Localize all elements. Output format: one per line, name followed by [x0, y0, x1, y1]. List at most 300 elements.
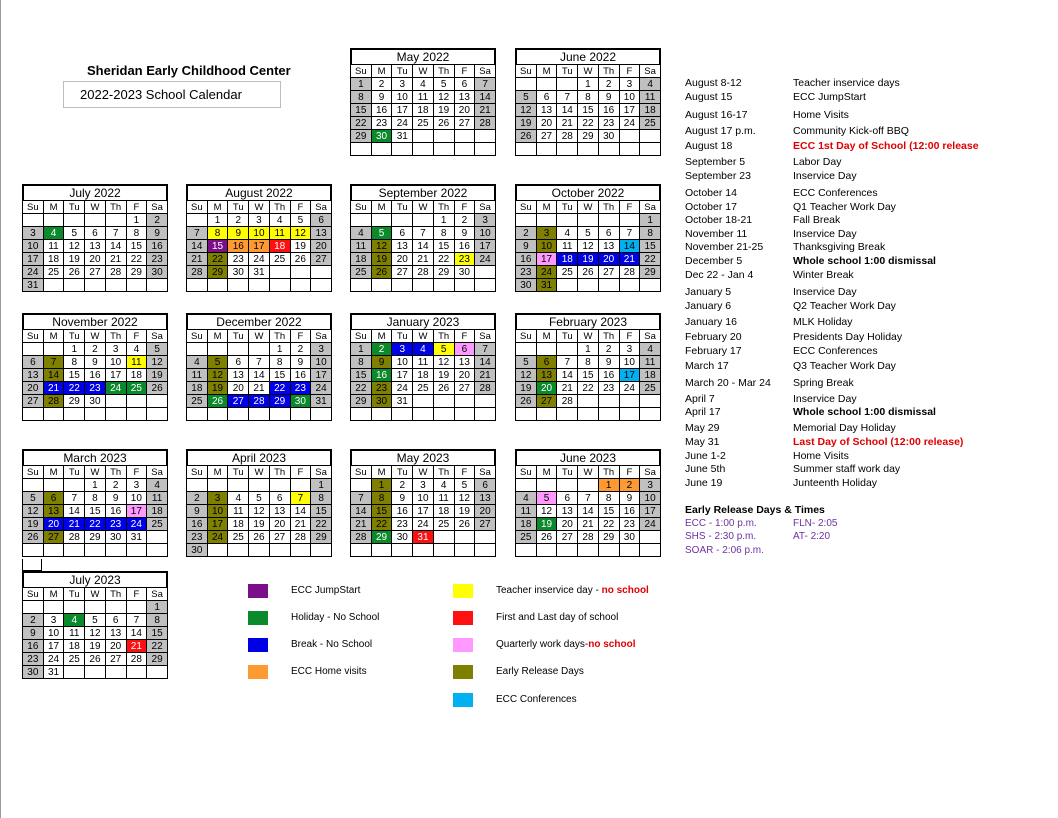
month-calendar [350, 48, 496, 156]
day-cell: 3 [23, 227, 44, 240]
day-cell [290, 479, 311, 492]
day-cell: 2 [147, 214, 168, 227]
day-cell: 5 [23, 492, 44, 505]
week-row [516, 240, 661, 253]
week-row [351, 279, 496, 292]
day-cell: 22 [269, 382, 290, 395]
event-date: August 18 [685, 140, 733, 152]
day-cell: 1 [126, 214, 147, 227]
day-cell: 26 [433, 117, 454, 130]
week-row [516, 369, 661, 382]
weekday-header-row [351, 201, 496, 214]
legend-label [496, 666, 584, 677]
day-cell [454, 408, 475, 421]
day-cell: 18 [126, 369, 147, 382]
day-cell: 30 [290, 395, 311, 408]
weekday-label: Sa [311, 330, 332, 343]
day-cell: 8 [64, 356, 85, 369]
day-cell [619, 395, 640, 408]
day-cell: 29 [269, 395, 290, 408]
event-date: October 18-21 [685, 214, 753, 226]
day-cell: 11 [557, 240, 578, 253]
day-cell: 13 [43, 505, 64, 518]
week-row [351, 91, 496, 104]
day-cell [311, 279, 332, 292]
day-cell: 9 [371, 356, 392, 369]
legend-label-text: First and Last day of school [496, 612, 619, 623]
month-grid [186, 200, 332, 292]
legend-swatch [453, 611, 473, 625]
day-cell: 26 [516, 395, 537, 408]
day-cell: 10 [536, 240, 557, 253]
day-cell: 22 [351, 382, 372, 395]
day-cell: 3 [640, 479, 661, 492]
day-cell: 1 [147, 601, 168, 614]
day-cell [516, 544, 537, 557]
month-title: January 2023 [350, 313, 496, 329]
day-cell: 14 [351, 505, 372, 518]
day-cell: 7 [475, 343, 496, 356]
event-description: Whole school 1:00 dismissal [793, 406, 936, 418]
day-cell: 13 [105, 627, 126, 640]
weekday-label: W [85, 330, 106, 343]
weekday-label: Su [516, 466, 537, 479]
day-cell: 16 [598, 104, 619, 117]
day-cell: 14 [105, 240, 126, 253]
day-cell: 1 [351, 343, 372, 356]
day-cell [207, 343, 228, 356]
day-cell [640, 531, 661, 544]
week-row [351, 253, 496, 266]
event-date: January 5 [685, 286, 732, 298]
day-cell [23, 479, 44, 492]
day-cell: 4 [126, 343, 147, 356]
day-cell: 12 [454, 492, 475, 505]
week-row [23, 531, 168, 544]
day-cell: 10 [392, 91, 413, 104]
day-cell: 7 [290, 492, 311, 505]
day-cell: 26 [249, 531, 270, 544]
day-cell: 23 [187, 531, 208, 544]
weekday-label: W [578, 466, 599, 479]
week-row [516, 130, 661, 143]
weekday-label: Su [23, 330, 44, 343]
week-row [351, 531, 496, 544]
day-cell [290, 408, 311, 421]
legend-swatch [453, 693, 473, 707]
day-cell [85, 279, 106, 292]
day-cell: 17 [392, 369, 413, 382]
day-cell [516, 408, 537, 421]
weekday-label: F [290, 201, 311, 214]
weekday-label: Tu [228, 330, 249, 343]
day-cell: 20 [536, 382, 557, 395]
day-cell: 8 [351, 356, 372, 369]
week-row [187, 531, 332, 544]
day-cell: 11 [64, 627, 85, 640]
week-row [187, 505, 332, 518]
week-row [23, 214, 168, 227]
week-row [187, 408, 332, 421]
legend-swatch [248, 638, 268, 652]
day-cell [228, 408, 249, 421]
day-cell: 28 [578, 531, 599, 544]
day-cell: 15 [351, 104, 372, 117]
day-cell: 21 [413, 253, 434, 266]
day-cell: 23 [371, 382, 392, 395]
day-cell: 25 [228, 531, 249, 544]
day-cell [433, 143, 454, 156]
month-title: October 2022 [515, 184, 661, 200]
day-cell: 27 [311, 253, 332, 266]
weekday-label: Tu [557, 65, 578, 78]
day-cell [475, 408, 496, 421]
day-cell [557, 343, 578, 356]
day-cell: 24 [43, 653, 64, 666]
day-cell [64, 479, 85, 492]
weekday-label: M [371, 466, 392, 479]
month-calendar [22, 313, 168, 421]
day-cell: 7 [64, 492, 85, 505]
day-cell [311, 266, 332, 279]
day-cell: 27 [23, 395, 44, 408]
event-description: Inservice Day [793, 286, 857, 298]
day-cell [640, 130, 661, 143]
day-cell: 24 [475, 253, 496, 266]
day-cell: 14 [475, 356, 496, 369]
day-cell: 13 [392, 240, 413, 253]
day-cell: 9 [516, 240, 537, 253]
day-cell: 29 [598, 531, 619, 544]
day-cell: 30 [187, 544, 208, 557]
day-cell: 22 [433, 253, 454, 266]
event-description: Inservice Day [793, 170, 857, 182]
day-cell: 27 [536, 130, 557, 143]
day-cell: 23 [619, 518, 640, 531]
day-cell: 11 [187, 369, 208, 382]
day-cell: 14 [249, 369, 270, 382]
day-cell: 12 [290, 227, 311, 240]
day-cell: 3 [392, 343, 413, 356]
month-calendar [186, 449, 332, 557]
day-cell: 4 [640, 343, 661, 356]
day-cell: 30 [228, 266, 249, 279]
weekday-label: Su [351, 466, 372, 479]
day-cell: 13 [454, 91, 475, 104]
day-cell: 12 [433, 91, 454, 104]
day-cell: 18 [147, 505, 168, 518]
day-cell: 6 [475, 479, 496, 492]
day-cell: 23 [23, 653, 44, 666]
day-cell: 3 [536, 227, 557, 240]
day-cell: 25 [413, 382, 434, 395]
day-cell: 19 [578, 253, 599, 266]
day-cell [23, 601, 44, 614]
week-row [187, 266, 332, 279]
day-cell: 21 [290, 518, 311, 531]
day-cell: 18 [64, 640, 85, 653]
weekday-label: M [43, 466, 64, 479]
weekday-label: W [413, 330, 434, 343]
day-cell: 16 [290, 369, 311, 382]
day-cell: 11 [269, 227, 290, 240]
day-cell: 12 [85, 627, 106, 640]
event-description: Memorial Day Holiday [793, 422, 896, 434]
day-cell: 22 [147, 640, 168, 653]
day-cell [371, 544, 392, 557]
day-cell: 3 [126, 479, 147, 492]
day-cell: 4 [516, 492, 537, 505]
day-cell: 6 [23, 356, 44, 369]
day-cell: 13 [475, 492, 496, 505]
weekday-label: Tu [557, 201, 578, 214]
day-cell: 11 [640, 356, 661, 369]
month-grid [186, 465, 332, 557]
legend-label [291, 639, 372, 650]
event-date: October 17 [685, 201, 737, 213]
day-cell: 16 [105, 505, 126, 518]
day-cell [536, 143, 557, 156]
month-grid [515, 329, 661, 421]
day-cell: 14 [475, 91, 496, 104]
day-cell: 18 [433, 505, 454, 518]
day-cell: 1 [207, 214, 228, 227]
day-cell [475, 130, 496, 143]
day-cell: 16 [187, 518, 208, 531]
day-cell: 20 [454, 104, 475, 117]
weekday-label: Th [269, 466, 290, 479]
day-cell: 18 [413, 369, 434, 382]
day-cell: 27 [228, 395, 249, 408]
day-cell [228, 279, 249, 292]
day-cell [578, 214, 599, 227]
day-cell [311, 408, 332, 421]
week-row [516, 492, 661, 505]
day-cell [578, 544, 599, 557]
day-cell: 2 [85, 343, 106, 356]
month-grid [186, 329, 332, 421]
day-cell [105, 601, 126, 614]
month-title: May 2023 [350, 449, 496, 465]
weekday-label: Th [598, 330, 619, 343]
day-cell: 30 [454, 266, 475, 279]
day-cell: 2 [598, 343, 619, 356]
day-cell: 27 [536, 395, 557, 408]
day-cell: 6 [536, 356, 557, 369]
day-cell: 10 [392, 356, 413, 369]
day-cell: 15 [85, 505, 106, 518]
event-date: May 31 [685, 436, 720, 448]
day-cell: 15 [351, 369, 372, 382]
day-cell [147, 395, 168, 408]
week-row [187, 240, 332, 253]
month-calendar [22, 449, 168, 557]
day-cell [454, 544, 475, 557]
day-cell: 21 [249, 382, 270, 395]
day-cell: 11 [640, 91, 661, 104]
day-cell: 8 [126, 227, 147, 240]
event-description: Teacher inservice days [793, 77, 900, 89]
weekday-label: Th [105, 201, 126, 214]
day-cell: 21 [619, 253, 640, 266]
week-row [23, 343, 168, 356]
weekday-label: M [207, 466, 228, 479]
day-cell [187, 408, 208, 421]
month-title: September 2022 [350, 184, 496, 200]
month-calendar [515, 449, 661, 557]
week-row [351, 78, 496, 91]
day-cell [269, 544, 290, 557]
day-cell [269, 266, 290, 279]
day-cell: 28 [249, 395, 270, 408]
month-calendar [515, 48, 661, 156]
day-cell: 20 [23, 382, 44, 395]
day-cell [598, 395, 619, 408]
day-cell: 1 [598, 479, 619, 492]
weekday-label: W [578, 201, 599, 214]
day-cell: 28 [413, 266, 434, 279]
day-cell: 3 [619, 343, 640, 356]
day-cell: 20 [85, 253, 106, 266]
day-cell [578, 408, 599, 421]
day-cell: 13 [23, 369, 44, 382]
day-cell: 10 [249, 227, 270, 240]
weekday-label: Sa [475, 65, 496, 78]
day-cell: 4 [187, 356, 208, 369]
legend-label-text: Early Release Days [496, 666, 584, 677]
day-cell: 7 [187, 227, 208, 240]
day-cell [557, 479, 578, 492]
day-cell: 13 [557, 505, 578, 518]
day-cell: 19 [433, 104, 454, 117]
day-cell: 20 [454, 369, 475, 382]
day-cell: 14 [557, 104, 578, 117]
day-cell: 3 [413, 479, 434, 492]
day-cell: 24 [207, 531, 228, 544]
month-calendar [186, 313, 332, 421]
day-cell: 21 [187, 253, 208, 266]
day-cell [454, 531, 475, 544]
day-cell [64, 544, 85, 557]
day-cell: 29 [64, 395, 85, 408]
day-cell [578, 279, 599, 292]
week-row [187, 369, 332, 382]
week-row [351, 369, 496, 382]
event-description: Presidents Day Holiday [793, 331, 903, 343]
legend-swatch [453, 638, 473, 652]
day-cell [126, 666, 147, 679]
day-cell [269, 408, 290, 421]
day-cell: 1 [578, 78, 599, 91]
day-cell: 23 [290, 382, 311, 395]
day-cell: 27 [475, 518, 496, 531]
weekday-label: Tu [228, 201, 249, 214]
weekday-header-row [516, 201, 661, 214]
day-cell: 9 [619, 492, 640, 505]
day-cell: 12 [249, 505, 270, 518]
school-name: Sheridan Early Childhood Center [87, 63, 291, 78]
week-row [23, 479, 168, 492]
day-cell: 24 [413, 518, 434, 531]
event-description: Fall Break [793, 214, 841, 226]
day-cell: 15 [598, 505, 619, 518]
day-cell: 15 [207, 240, 228, 253]
day-cell: 24 [640, 518, 661, 531]
day-cell: 3 [207, 492, 228, 505]
day-cell: 2 [371, 78, 392, 91]
week-row [516, 117, 661, 130]
day-cell: 15 [578, 104, 599, 117]
day-cell: 6 [454, 343, 475, 356]
weekday-label: Tu [557, 330, 578, 343]
month-title: February 2023 [515, 313, 661, 329]
day-cell: 24 [23, 266, 44, 279]
day-cell: 8 [640, 227, 661, 240]
weekday-header-row [351, 330, 496, 343]
day-cell [413, 279, 434, 292]
day-cell: 3 [249, 214, 270, 227]
day-cell: 28 [475, 117, 496, 130]
day-cell [557, 78, 578, 91]
day-cell: 8 [578, 356, 599, 369]
weekday-label: W [413, 65, 434, 78]
legend-label [496, 694, 577, 705]
day-cell: 21 [578, 518, 599, 531]
day-cell: 17 [619, 369, 640, 382]
weekday-label: W [578, 330, 599, 343]
weekday-header-row [23, 466, 168, 479]
day-cell: 26 [147, 382, 168, 395]
day-cell: 4 [269, 214, 290, 227]
day-cell: 15 [126, 240, 147, 253]
day-cell [207, 479, 228, 492]
day-cell [351, 214, 372, 227]
event-date: January 6 [685, 300, 732, 312]
day-cell: 11 [516, 505, 537, 518]
month-title: July 2022 [22, 184, 168, 200]
day-cell: 18 [351, 253, 372, 266]
day-cell: 21 [64, 518, 85, 531]
day-cell: 24 [392, 117, 413, 130]
day-cell: 22 [578, 117, 599, 130]
event-date: Dec 22 - Jan 4 [685, 269, 754, 281]
day-cell: 16 [23, 640, 44, 653]
weekday-label: Sa [475, 330, 496, 343]
day-cell [516, 143, 537, 156]
weekday-label: Sa [475, 201, 496, 214]
weekday-header-row [187, 201, 332, 214]
day-cell [43, 601, 64, 614]
day-cell: 2 [105, 479, 126, 492]
day-cell: 25 [147, 518, 168, 531]
weekday-label: Th [433, 65, 454, 78]
weekday-label: F [126, 330, 147, 343]
week-row [516, 544, 661, 557]
weekday-label: Tu [392, 466, 413, 479]
day-cell [598, 544, 619, 557]
calendar-title: 2022-2023 School Calendar [80, 87, 242, 102]
day-cell [619, 214, 640, 227]
day-cell: 26 [23, 531, 44, 544]
day-cell: 1 [85, 479, 106, 492]
weekday-label: Tu [392, 201, 413, 214]
day-cell: 13 [536, 104, 557, 117]
day-cell: 21 [475, 104, 496, 117]
day-cell: 19 [516, 382, 537, 395]
day-cell: 26 [536, 531, 557, 544]
weekday-label: F [126, 201, 147, 214]
day-cell: 7 [619, 227, 640, 240]
